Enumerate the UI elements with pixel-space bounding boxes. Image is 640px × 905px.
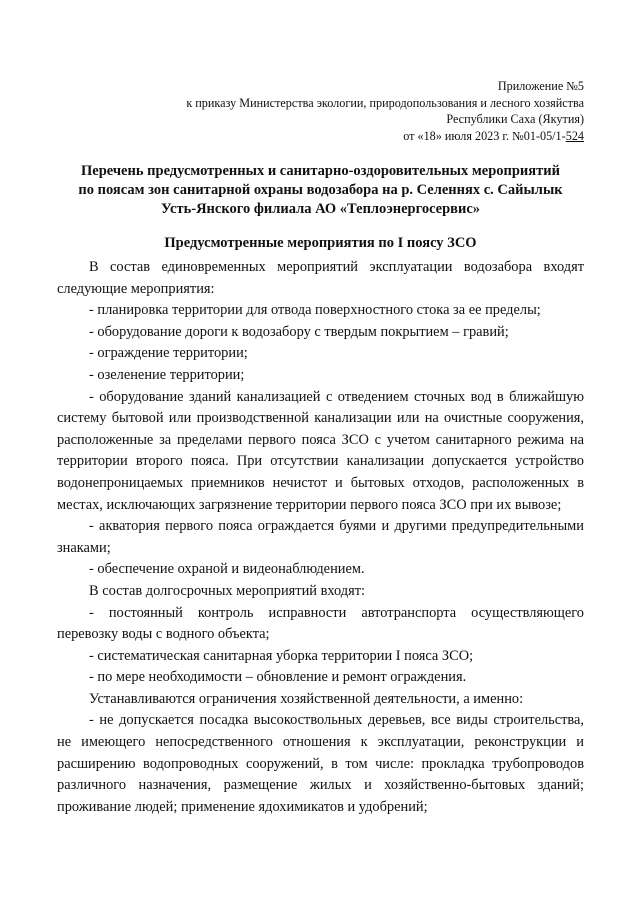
document-title: [57, 162, 584, 219]
order-number: 524: [565, 128, 584, 143]
title-line-2: по поясам зон санитарной охраны водозабора на р. Селеннях с. Сайылык: [78, 182, 563, 198]
list-item: - акватория первого пояса ограждается буями и другими предупредительными знаками;: [57, 518, 584, 556]
order-reference: к приказу Министерства экологии, природопользования и лесного хозяйства: [186, 95, 584, 110]
title-line-1: Перечень предусмотренных и санитарно-оздоровительных мероприятий: [81, 163, 560, 179]
list-item: - планировка территории для отвода поверхностного стока за ее пределы;: [89, 302, 541, 319]
paragraph: В состав единовременных мероприятий эксплуатации водозабора входят следующие мероприятия:: [57, 259, 584, 297]
republic-name: Республики Саха (Якутия): [446, 112, 584, 126]
list-item: - ограждение территории;: [89, 345, 248, 362]
paragraph: Устанавливаются ограничения хозяйственной деятельности, а именно:: [89, 690, 524, 707]
appendix-number: Приложение №5: [497, 79, 584, 93]
list-item: - оборудование дороги к водозабору с твердым покрытием – гравий;: [89, 323, 509, 340]
section-body: [57, 257, 584, 818]
order-date-line: [57, 128, 584, 145]
document-page: [57, 78, 584, 818]
appendix-header: [57, 78, 584, 144]
paragraph: В состав долгосрочных мероприятий входят:: [89, 582, 366, 599]
list-item: - оборудование зданий канализацией с отведением сточных вод в ближайшую систему бытовой или производственной канализации или на очистные сооружения, расположенные за пределами первого пояса ЗСО с учетом санитарного режима на территории второго пояса. При отсутствии канализации допускается устройство водонепроницаемых приемников нечистот и бытовых отходов, расположенных в местах, исключающих загрязнение территории первого пояса ЗСО при их вывозе;: [57, 388, 584, 513]
list-item: - обеспечение охраной и видеонаблюдением.: [89, 561, 365, 578]
order-date: от «18» июля 2023 г. №01-05/1-: [403, 128, 566, 143]
list-item: - систематическая санитарная уборка территории I пояса ЗСО;: [89, 647, 474, 664]
list-item: - постоянный контроль исправности автотранспорта осуществляющего перевозку воды с водного объекта;: [57, 604, 584, 643]
section-heading: Предусмотренные мероприятия по I поясу ЗСО: [164, 235, 477, 251]
list-item: - не допускается посадка высокоствольных деревьев, все виды строительства, не имеющего непосредственного отношения к эксплуатации, реконструкции и расширению водопроводных сооружений, в том числе: прокладка трубопроводов различного назначения, размещение жилых и хозяйственно-бытовых зданий; проживание людей; применение ядохимикатов и удобрений;: [57, 712, 584, 815]
list-item: - озеленение территории;: [89, 366, 245, 383]
list-item: - по мере необходимости – обновление и ремонт ограждения.: [89, 669, 467, 686]
title-line-3: Усть-Янского филиала АО «Теплоэнергосервис»: [160, 201, 481, 217]
